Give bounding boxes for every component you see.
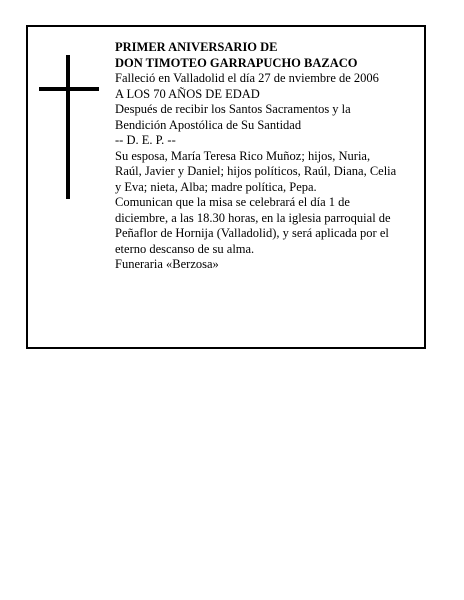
- latin-cross-icon: [39, 55, 99, 199]
- sacraments-line-1: Después de recibir los Santos Sacramentos y la: [115, 102, 351, 116]
- death-date-line: Falleció en Valladolid el día 27 de nviembre de 2006: [115, 71, 379, 85]
- family-line-1: Su esposa, María Teresa Rico Muñoz; hijos, Nuria,: [115, 148, 371, 163]
- mass-line-2: diciembre, a las 18.30 horas, en la iglesia parroquial de: [115, 210, 391, 225]
- cross-vertical-bar: [66, 55, 70, 199]
- mass-line-4: eterno descanso de su alma.: [115, 241, 255, 256]
- rip-line: -- D. E. P. --: [115, 133, 176, 147]
- family-line-3: y Eva; nieta, Alba; madre política, Pepa.: [115, 179, 317, 194]
- mass-line-1: Comunican que la misa se celebrará el día 1 de: [115, 195, 350, 209]
- obituary-notice: [26, 25, 426, 349]
- family-line-2: Raúl, Javier y Daniel; hijos políticos, Raúl, Diana, Celia: [115, 164, 397, 178]
- mass-line-3: Peñaflor de Hornija (Valladolid), y será aplicada por el: [115, 226, 389, 240]
- notice-title-line-2: DON TIMOTEO GARRAPUCHO BAZACO: [115, 55, 358, 70]
- age-line: A LOS 70 AÑOS DE EDAD: [115, 86, 260, 101]
- sacraments-line-2: Bendición Apostólica de Su Santidad: [115, 117, 302, 132]
- notice-title-line-1: PRIMER ANIVERSARIO DE: [115, 40, 278, 54]
- notice-text: [115, 40, 420, 273]
- cross-horizontal-bar: [39, 87, 99, 91]
- funeral-home-line: Funeraria «Berzosa»: [115, 257, 219, 271]
